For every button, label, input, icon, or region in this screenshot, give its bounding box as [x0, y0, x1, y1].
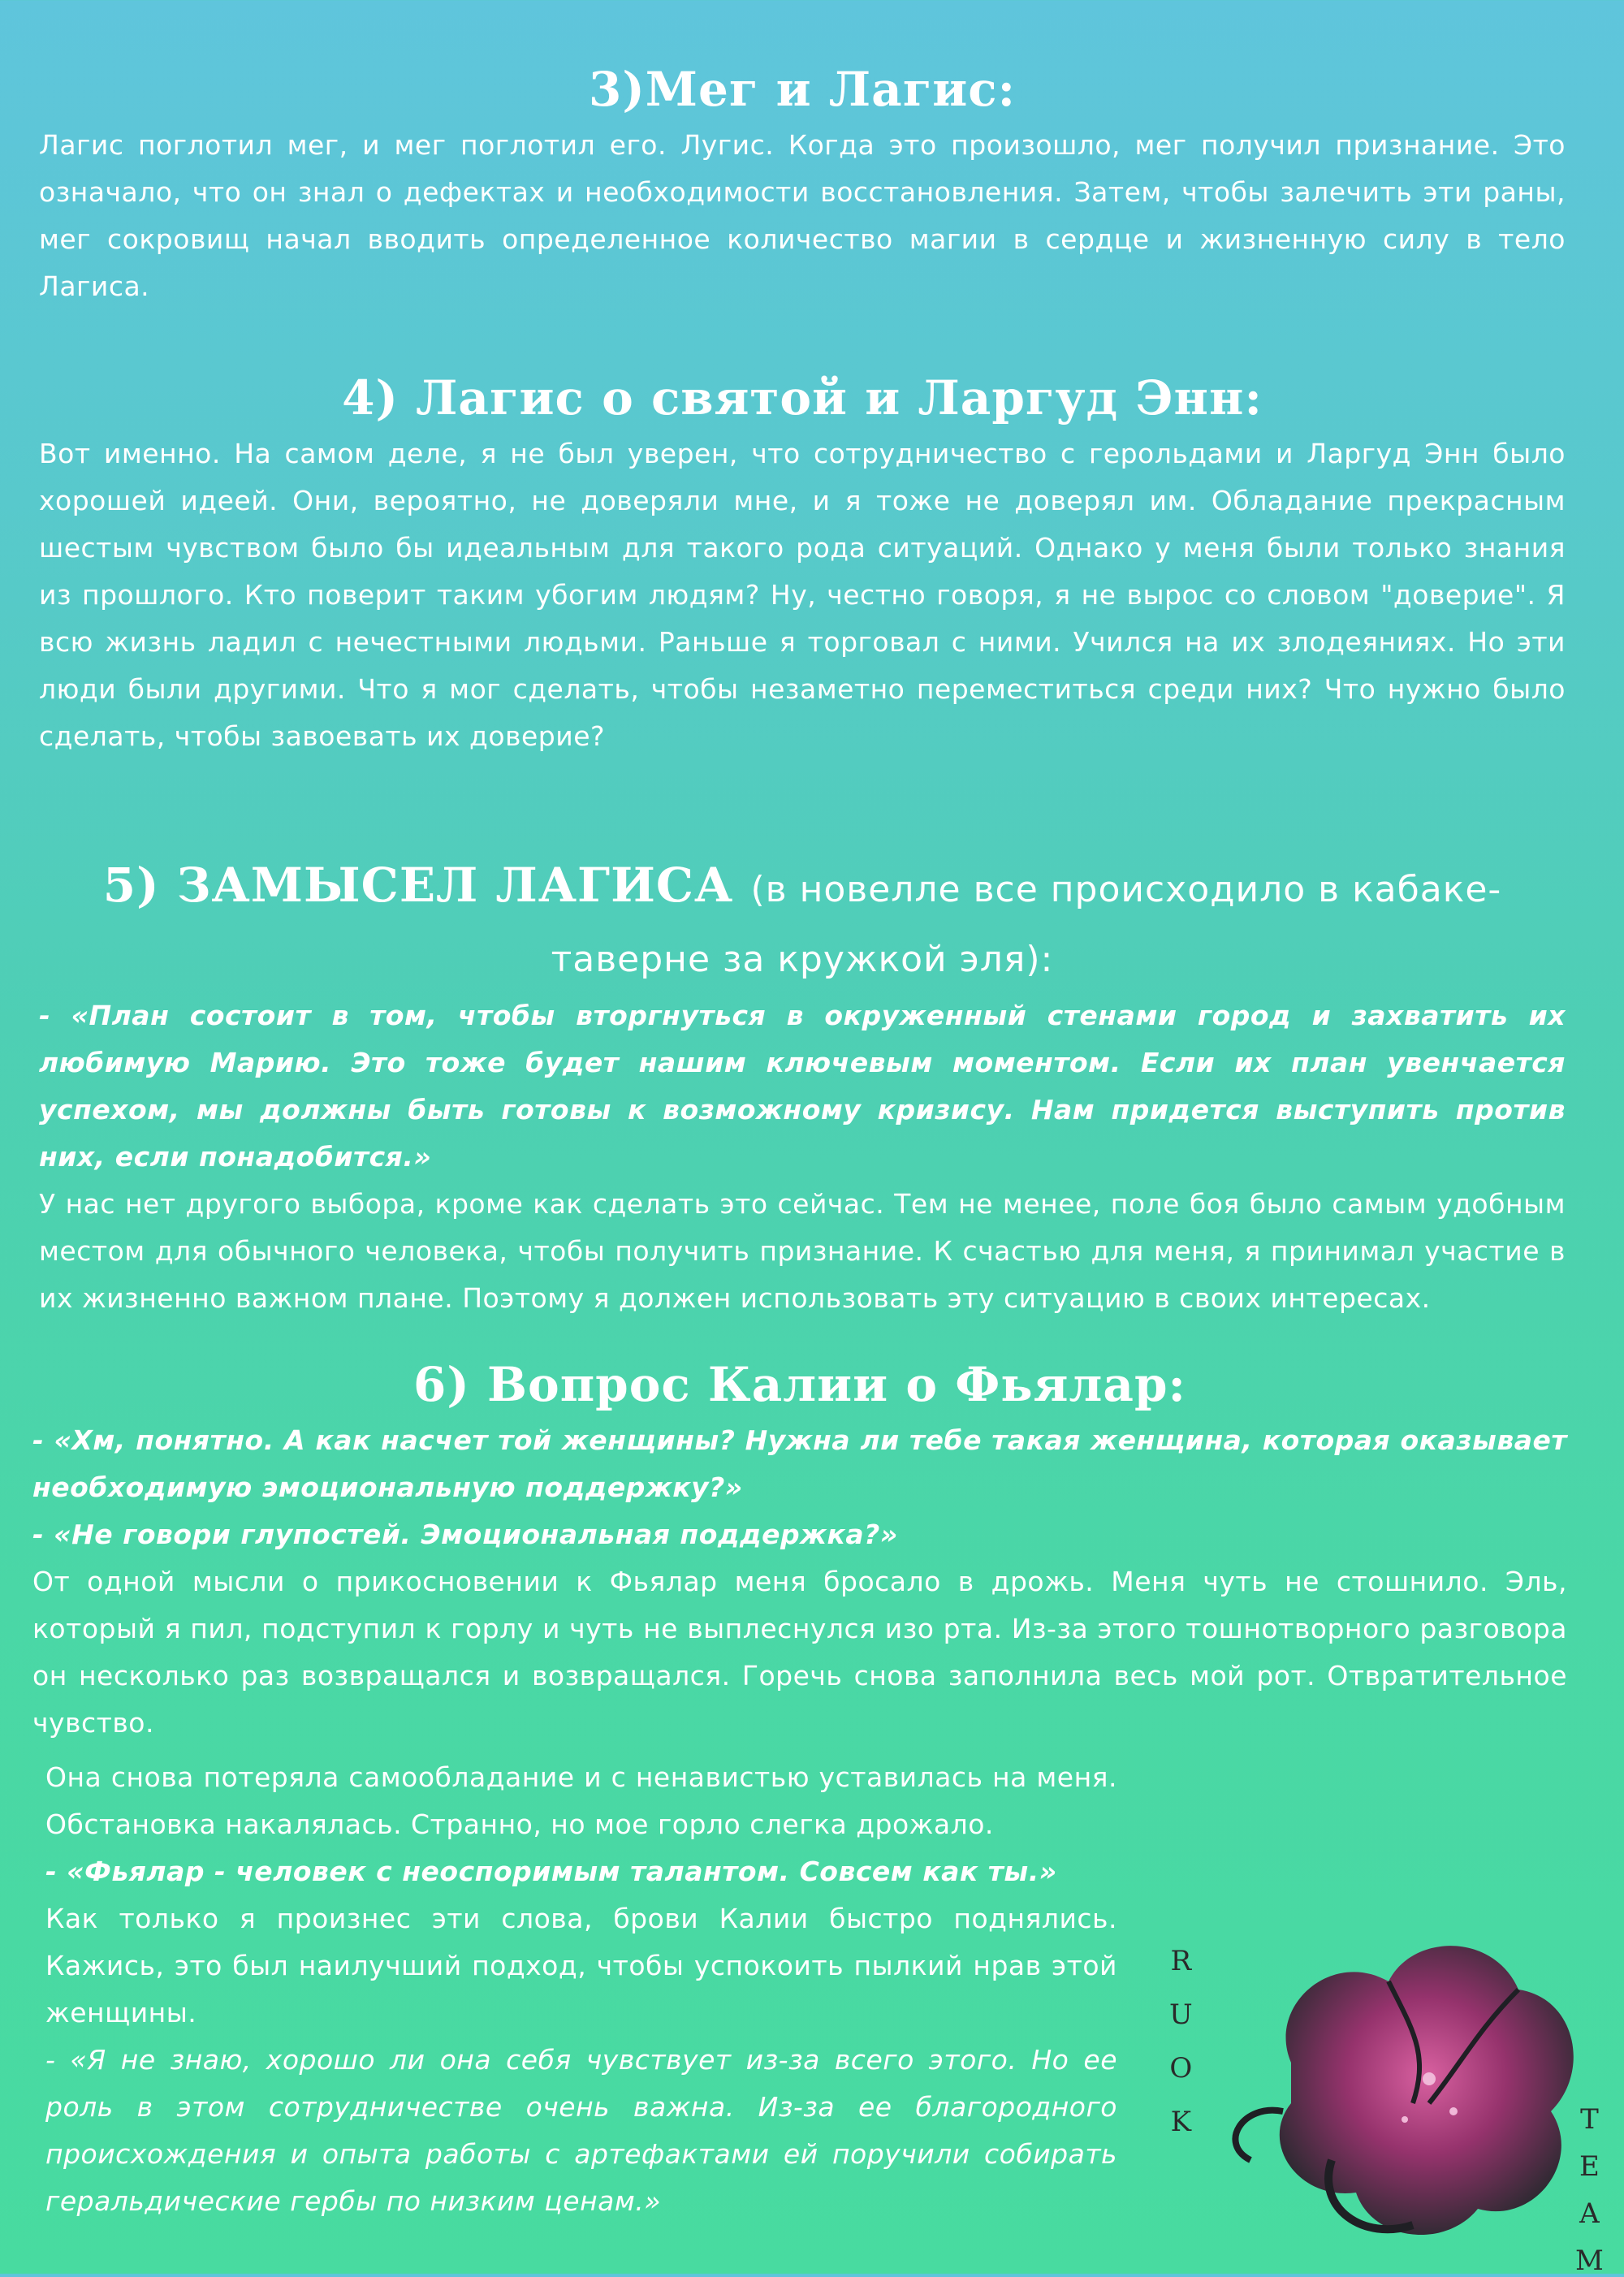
section-3-title: 3)Мег и Лагис:	[588, 62, 1016, 117]
closing-quote-2: - «Я не знаю, хорошо ли она себя чувствует из-за всего этого. Но ее роль в этом сотрудничестве очень важна. Из-за ее благородного происхождения и опыта работы с артефактами ей поручили собирать геральдические гербы по низким ценам.»	[45, 2044, 1117, 2217]
section-5	[39, 853, 1566, 1322]
logo-letter: R	[1170, 1945, 1192, 1977]
logo-letter: M	[1575, 2245, 1604, 2277]
section-6	[32, 1352, 1567, 1747]
closing-text-1: Она снова потеряла самообладание и с ненавистью уставилась на меня. Обстановка накалялась. Странно, но мое горло слегка дрожало.	[45, 1761, 1117, 1840]
section-6-quote-2: - «Не говори глупостей. Эмоциональная поддержка?»	[32, 1519, 898, 1550]
logo-letters-right	[1575, 2103, 1604, 2277]
closing-quote-1: - «Фьялар - человек с неоспоримым талантом. Совсем как ты.»	[45, 1856, 1057, 1887]
section-4-title: 4) Лагис о святой и Ларгуд Энн:	[342, 370, 1263, 426]
section-5-text: У нас нет другого выбора, кроме как сделать это сейчас. Тем не менее, поле боя было самым удобным местом для обычного человека, чтобы получить признание. К счастью для меня, я принимал участие в их жизненно важном плане. Поэтому я должен использовать эту ситуацию в своих интересах.	[39, 1188, 1566, 1314]
closing-passage	[45, 1754, 1117, 2225]
section-5-title: 5) ЗАМЫСЕЛ ЛАГИСА	[102, 858, 734, 913]
closing-text-2: Как только я произнес эти слова, брови Калии быстро поднялись. Кажись, это был наилучший подход, чтобы успокоить пылкий нрав этой женщины.	[45, 1903, 1117, 2029]
section-5-quote: - «План состоит в том, чтобы вторгнуться в окруженный стенами город и захватить их любимую Марию. Это тоже будет нашим ключевым моментом. Если их план увенчается успехом, мы должны быть готовы к возможному кризису. Нам придется выступить против них, если понадобится.»	[39, 1000, 1566, 1173]
logo-letter: T	[1580, 2103, 1599, 2136]
logo-letter: U	[1169, 1998, 1193, 2031]
section-3-text: Лагис поглотил мег, и мег поглотил его. Лугис. Когда это произошло, мег получил признание. Это означало, что он знал о дефектах и необходимости восстановления. Затем, чтобы залечить эти раны, мег сокровищ начал вводить определенное количество магии в сердце и жизненную силу в тело Лагиса.	[39, 129, 1566, 302]
logo-letter: K	[1170, 2106, 1192, 2138]
section-6-text: От одной мысли о прикосновении к Фьялар меня бросало в дрожь. Меня чуть не стошнило. Эль, который я пил, подступил к горлу и чуть не выплеснулся изо рта. Из-за этого тошнотворного разговора он несколько раз возвращался и возвращался. Горечь снова заполнила весь мой рот. Отвратительное чувство.	[32, 1566, 1567, 1739]
section-6-quote-1: - «Хм, понятно. А как насчет той женщины? Нужна ли тебе такая женщина, которая оказывает необходимую эмоциональную поддержку?»	[32, 1424, 1567, 1503]
section-4-text: Вот именно. На самом деле, я не был уверен, что сотрудничество с герольдами и Ларгуд Энн было хорошей идеей. Они, вероятно, не доверяли мне, и я тоже не доверял им. Обладание прекрасным шестым чувством было бы идеальным для такого рода ситуаций. Однако у меня были только знания из прошлого. Кто поверит таким убогим людям? Ну, честно говоря, я не вырос со словом "доверие". Я всю жизнь ладил с нечестными людьми. Раньше я торговал с ними. Учился на их злодеяниях. Но эти люди были другими. Что я мог сделать, чтобы незаметно переместиться среди них? Что нужно было сделать, чтобы завоевать их доверие?	[39, 438, 1566, 752]
logo-letter: E	[1579, 2150, 1600, 2183]
section-3	[39, 57, 1566, 310]
logo-letters-left	[1169, 1945, 1193, 2138]
section-4	[39, 365, 1566, 760]
logo-letter: O	[1169, 2052, 1193, 2085]
section-5-heading	[39, 853, 1566, 992]
logo-letter: A	[1579, 2197, 1600, 2230]
section-6-title: 6) Вопрос Калии о Фьялар:	[413, 1357, 1186, 1412]
flower-icon	[1169, 1916, 1624, 2258]
team-logo	[1169, 1916, 1624, 2258]
section-5-subtitle: (в новелле все происходило в кабаке-таверне за кружкой эля):	[551, 869, 1502, 980]
